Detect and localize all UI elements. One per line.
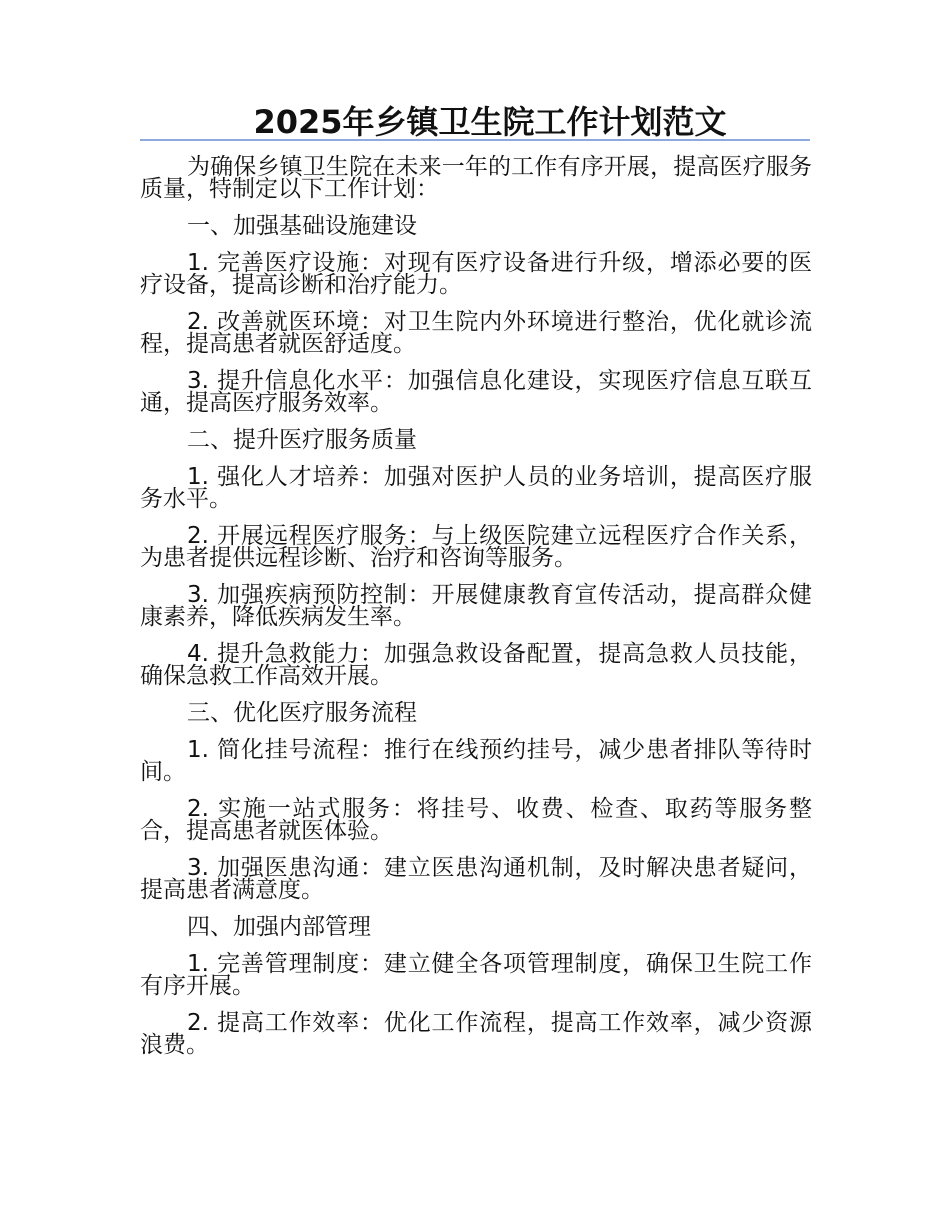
document-title: 2025年乡镇卫生院工作计划范文 xyxy=(253,103,727,141)
section-heading-4: 四、加强内部管理 xyxy=(187,914,371,940)
section-heading-2: 二、提升医疗服务质量 xyxy=(187,427,417,453)
section-2-item-2: 2. 开展远程医疗服务：与上级医院建立远程医疗合作关系，为患者提供远程诊断、治疗和咨询等服务。 xyxy=(140,523,812,571)
section-1-item-3: 3. 提升信息化水平：加强信息化建设，实现医疗信息互联互通，提高医疗服务效率。 xyxy=(140,368,812,416)
section-1-item-1: 1. 完善医疗设施：对现有医疗设备进行升级，增添必要的医疗设备，提高诊断和治疗能力。 xyxy=(140,250,812,298)
section-4-item-2: 2. 提高工作效率：优化工作流程，提高工作效率，减少资源浪费。 xyxy=(140,1010,812,1058)
intro-paragraph: 为确保乡镇卫生院在未来一年的工作有序开展，提高医疗服务质量，特制定以下工作计划： xyxy=(140,154,812,202)
document-body xyxy=(140,156,812,1071)
section-4-item-1: 1. 完善管理制度：建立健全各项管理制度，确保卫生院工作有序开展。 xyxy=(140,951,812,999)
section-3-item-1: 1. 简化挂号流程：推行在线预约挂号，减少患者排队等待时间。 xyxy=(140,737,812,785)
section-2-item-3: 3. 加强疾病预防控制：开展健康教育宣传活动，提高群众健康素养，降低疾病发生率。 xyxy=(140,582,812,630)
section-3-item-2: 2. 实施一站式服务：将挂号、收费、检查、取药等服务整合，提高患者就医体验。 xyxy=(140,796,812,844)
section-1-item-2: 2. 改善就医环境：对卫生院内外环境进行整治，优化就诊流程，提高患者就医舒适度。 xyxy=(140,309,812,357)
section-2-item-1: 1. 强化人才培养：加强对医护人员的业务培训，提高医疗服务水平。 xyxy=(140,464,812,512)
section-2-item-4: 4. 提升急救能力：加强急救设备配置，提高急救人员技能，确保急救工作高效开展。 xyxy=(140,641,812,689)
section-heading-1: 一、加强基础设施建设 xyxy=(187,213,417,239)
title-underline xyxy=(140,139,810,141)
section-heading-3: 三、优化医疗服务流程 xyxy=(187,700,417,726)
section-3-item-3: 3. 加强医患沟通：建立医患沟通机制，及时解决患者疑问，提高患者满意度。 xyxy=(140,855,812,903)
